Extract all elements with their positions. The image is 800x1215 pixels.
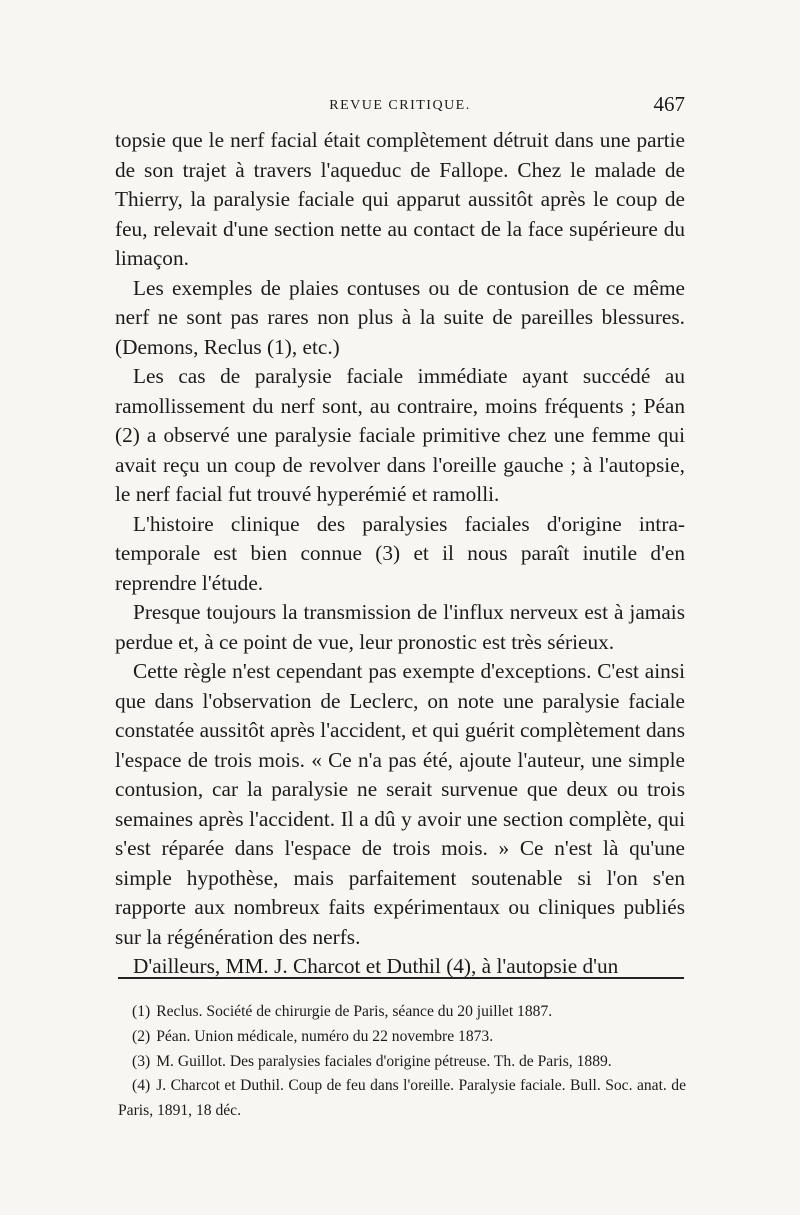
footnote (118, 1000, 686, 1025)
footnote-number: (2) (132, 1027, 151, 1045)
footnote (118, 1074, 686, 1124)
footnote-number: (4) (132, 1077, 151, 1095)
footnote-text: J. Charcot et Duthil. Coup de feu dans l'oreille. Paralysie faciale. Bull. Soc. anat. de Paris, 1891, 18 déc. (118, 1077, 686, 1120)
footnote (118, 1025, 686, 1050)
paragraph: D'ailleurs, MM. J. Charcot et Duthil (4), à l'autopsie d'un (133, 954, 619, 978)
paragraph: Les cas de paralysie faciale immédiate ayant succédé au ramollissement du nerf sont, au contraire, moins fréquents ; Péan (2) a observé une paralysie faciale primitive chez une femme qui avait reçu un coup de revolver dans l'oreille gauche ; à l'autopsie, le nerf facial fut trouvé hyperémié et ramolli. (115, 364, 685, 506)
paragraph: Presque toujours la transmission de l'influx nerveux est à jamais perdue et, à ce point de vue, leur pronostic est très sérieux. (115, 600, 685, 654)
paragraph: topsie que le nerf facial était complètement détruit dans une partie de son trajet à travers l'aqueduc de Fallope. Chez le malade de Thierry, la paralysie faciale qui apparut aussitôt après le coup de feu, relevait d'une section nette au contact de la face supérieure du limaçon. (115, 128, 685, 270)
paragraph: Les exemples de plaies contuses ou de contusion de ce même nerf ne sont pas rares non plus à la suite de pareilles blessures. (Demons, Reclus (1), etc.) (115, 275, 685, 359)
footnotes (118, 1000, 686, 1124)
running-title: REVUE CRITIQUE. (329, 98, 471, 113)
footnote-text: M. Guillot. Des paralysies faciales d'origine pétreuse. Th. de Paris, 1889. (156, 1052, 612, 1070)
footnote-divider (118, 977, 684, 979)
running-head (115, 92, 685, 120)
footnote-number: (3) (132, 1052, 151, 1070)
footnote (118, 1050, 686, 1075)
page-number: 467 (653, 92, 685, 116)
paragraph: Cette règle n'est cependant pas exempte d'exceptions. C'est ainsi que dans l'observation de Leclerc, on note une paralysie faciale constatée aussitôt après l'accident, et qui guérit complètement dans l'espace de trois mois. « Ce n'a pas été, ajoute l'auteur, une simple contusion, car la paralysie ne serait survenue que deux ou trois semaines après l'accident. Il a dû y avoir une section complète, qui s'est réparée dans l'espace de trois mois. » Ce n'est là qu'une simple hypothèse, mais parfaitement soutenable si l'on s'en rapporte aux nombreux faits expérimentaux ou cliniques publiés sur la régénération des nerfs. (115, 659, 685, 949)
footnote-text: Reclus. Société de chirurgie de Paris, séance du 20 juillet 1887. (156, 1003, 553, 1020)
footnote-text: Péan. Union médicale, numéro du 22 novembre 1873. (156, 1027, 494, 1045)
paragraph: L'histoire clinique des paralysies faciales d'origine intra-temporale est bien connue (3) et il nous paraît inutile d'en reprendre l'étude. (115, 511, 685, 595)
body-text (115, 126, 685, 982)
footnote-number: (1) (132, 1003, 151, 1020)
